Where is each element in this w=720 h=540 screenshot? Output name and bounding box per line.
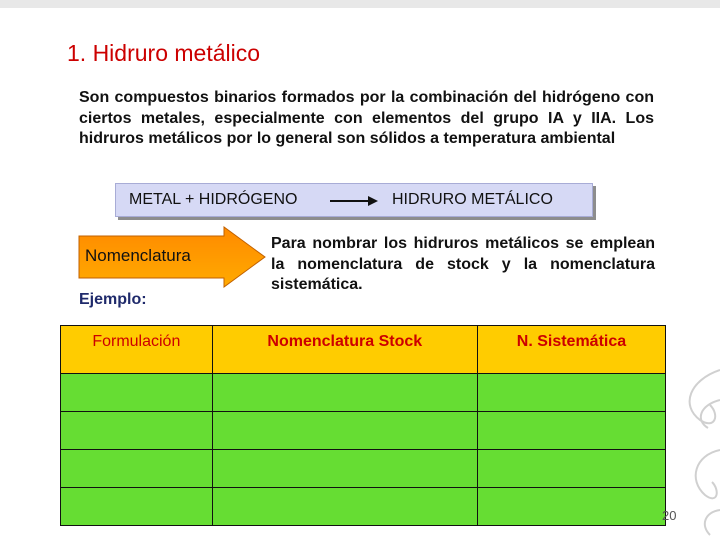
reaction-box xyxy=(115,183,593,217)
reaction-product: HIDRURO METÁLICO xyxy=(392,191,553,208)
table-cell xyxy=(477,412,665,450)
table-row xyxy=(61,450,666,488)
table-cell xyxy=(477,374,665,412)
table-cell xyxy=(61,450,213,488)
nomenclature-description: Para nombrar los hidruros metálicos se emplean la nomenclatura de stock y la nomenclatura sistemática. xyxy=(271,235,655,293)
table-cell xyxy=(61,488,213,526)
header-sistematica: N. Sistemática xyxy=(477,326,665,374)
slide-title: 1. Hidruro metálico xyxy=(67,40,261,66)
header-formulacion: Formulación xyxy=(61,326,213,374)
example-label: Ejemplo: xyxy=(79,291,147,308)
table-row xyxy=(61,412,666,450)
table-cell xyxy=(61,374,213,412)
header-stock: Nomenclatura Stock xyxy=(212,326,477,374)
table-cell xyxy=(212,374,477,412)
nomenclature-label: Nomenclatura xyxy=(85,246,191,265)
table-row xyxy=(61,374,666,412)
table-cell xyxy=(61,412,213,450)
reaction-arrow-line xyxy=(330,200,370,202)
reaction-reactants: METAL + HIDRÓGENO xyxy=(129,191,298,208)
top-bar xyxy=(0,0,720,8)
example-table xyxy=(60,325,666,526)
table-cell xyxy=(212,412,477,450)
reaction-arrow-icon xyxy=(368,196,378,206)
intro-paragraph: Son compuestos binarios formados por la combinación del hidrógeno con ciertos metales, especialmente con elementos del grupo IA y IIA. Los hidruros metálicos por lo general son sólidos a temperatura ambiental xyxy=(79,89,654,147)
page-number: 20 xyxy=(662,508,677,523)
table-cell xyxy=(212,450,477,488)
table-cell xyxy=(477,488,665,526)
table-cell xyxy=(212,488,477,526)
table-cell xyxy=(477,450,665,488)
table-row xyxy=(61,488,666,526)
